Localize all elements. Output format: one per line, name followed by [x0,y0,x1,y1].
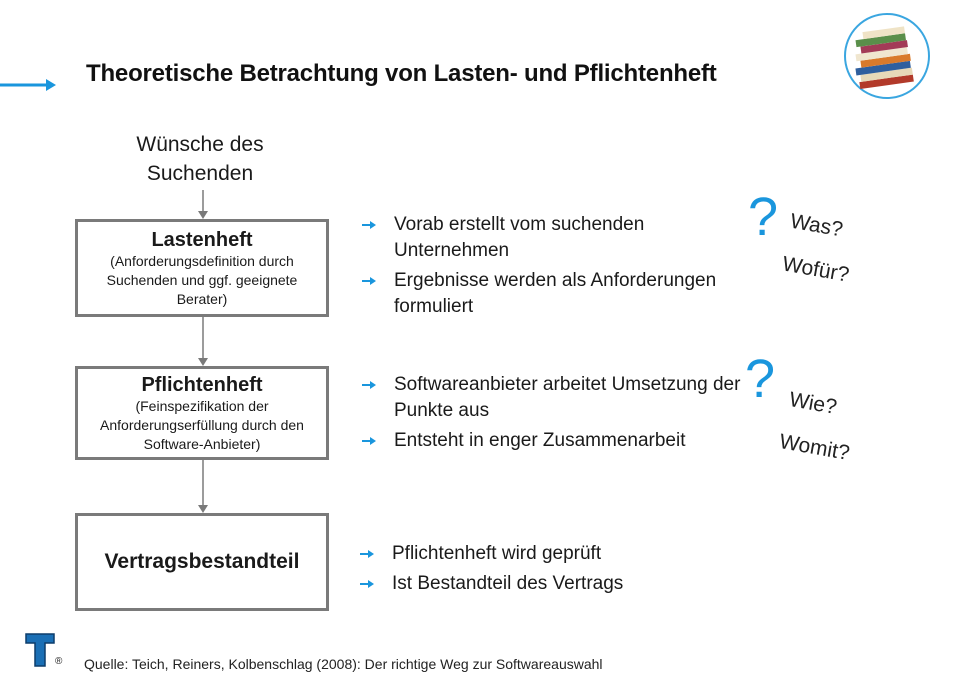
box-title: Vertragsbestandteil [104,550,300,573]
box-subtitle: (Feinspezifikation der Anforderungserfüllung durch den Software-Anbieter) [100,397,304,452]
question-was: Was? [788,209,845,242]
box-title: Lastenheft [151,228,253,251]
question-wofuer: Wofür? [780,252,851,287]
bullet-text: Vorab erstellt vom suchenden Unternehmen [394,214,645,261]
bullet-text: Entsteht in enger Zusammenarbeit [394,430,686,451]
list-item [362,372,762,424]
arrow-right-icon [360,550,374,558]
page-title: Theoretische Betrachtung von Lasten- und Pflichtenheft [86,60,717,87]
box-pflichtenheft [75,366,329,460]
bullet-list-pflichtenheft [362,372,762,458]
box-title: Pflichtenheft [141,373,263,396]
question-wie: Wie? [787,388,839,419]
bullet-list-lastenheft [362,212,722,324]
arrow-right-icon [362,277,376,285]
question-mark-icon: ? [748,187,779,247]
start-label: Wünsche des Suchenden [136,133,264,185]
bullet-text: Softwareanbieter arbeitet Umsetzung der Punkte aus [394,374,741,421]
list-item [362,212,722,264]
box-vertragsbestandteil [75,513,329,611]
bullet-text: Ist Bestandteil des Vertrags [392,573,624,594]
bullet-text: Ergebnisse werden als Anforderungen formuliert [394,270,717,317]
t-logo-icon [24,632,56,668]
question-womit: Womit? [777,430,852,465]
list-item [360,571,720,597]
list-item [362,428,762,454]
question-mark-icon: ? [745,349,776,409]
list-item [362,268,722,320]
registered-mark: ® [55,656,63,667]
arrow-right-icon [362,221,376,229]
source-citation: Quelle: Teich, Reiners, Kolbenschlag (2008): Der richtige Weg zur Softwareauswahl [84,656,603,672]
arrow-right-icon [360,580,374,588]
box-subtitle: (Anforderungsdefinition durch Suchenden und ggf. geeignete Berater) [106,252,298,307]
bullet-list-vertragsbestandteil [360,541,720,601]
bullet-text: Pflichtenheft wird geprüft [392,543,602,564]
arrow-right-icon [362,381,376,389]
list-item [360,541,720,567]
box-lastenheft [75,219,329,317]
arrow-right-icon [362,437,376,445]
